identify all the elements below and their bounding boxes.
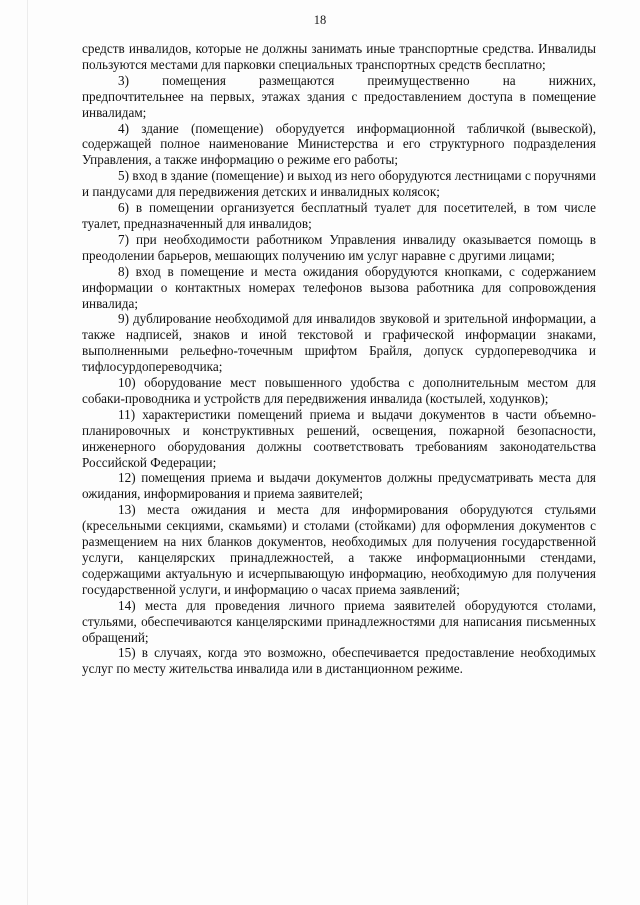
document-body xyxy=(82,41,596,677)
paragraph-item-13: 13) места ожидания и места для информирования оборудуются стульями (кресельными секциями, скамьями) и столами (стойками) для оформления документов с размещением на них бланков документов, необходимых для получения государственной услуги, канцелярских принадлежностей, а также информационными стендами, содержащими актуальную и исчерпывающую информацию, необходимую для получения государственной услуги, и информацию о часах приема заявлений; xyxy=(82,502,596,597)
paragraph-item-8: 8) вход в помещение и места ожидания оборудуются кнопками, с содержанием информации о контактных номерах телефонов вызова работника для сопровождения инвалида; xyxy=(82,263,596,311)
paragraph-item-9: 9) дублирование необходимой для инвалидов звуковой и зрительной информации, а также надписей, знаков и иной текстовой и графической информации знаками, выполненными рельефно-точечным шрифтом Брайля, допуск сурдопереводчика и тифлосурдопереводчика; xyxy=(82,311,596,375)
paragraph-item-11: 11) характеристики помещений приема и выдачи документов в части объемно-планировочных и конструктивных решений, освещения, пожарной безопасности, инженерного оборудования должны соответствовать требованиям законодательства Российской Федерации; xyxy=(82,406,596,470)
paragraph-item-10: 10) оборудование мест повышенного удобства с дополнительным местом для собаки-проводника и устройств для передвижения инвалида (костылей, ходунков); xyxy=(82,375,596,406)
paragraph-continuation: средств инвалидов, которые не должны занимать иные транспортные средства. Инвалиды пользуются местами для парковки специальных транспортных средств бесплатно; xyxy=(82,41,596,72)
page-number: 18 xyxy=(313,13,327,27)
paragraph-item-4: 4) здание (помещение) оборудуется информационной табличкой (вывеской), содержащей полное наименование Министерства и его структурного подразделения Управления, а также информацию о режиме его работы; xyxy=(82,120,596,168)
paragraph-item-3: 3) помещения размещаются преимущественно на нижних, предпочтительнее на первых, этажах здания с предоставлением доступа в помещение инвалидам; xyxy=(82,72,596,120)
paragraph-item-5: 5) вход в здание (помещение) и выход из него оборудуются лестницами с поручнями и пандусами для передвижения детских и инвалидных колясок; xyxy=(82,168,596,200)
paragraph-item-7: 7) при необходимости работником Управления инвалиду оказывается помощь в преодолении барьеров, мешающих получению им услуг наравне с другими лицами; xyxy=(82,231,596,263)
scan-edge-line xyxy=(27,0,28,905)
paragraph-item-6: 6) в помещении организуется бесплатный туалет для посетителей, в том числе туалет, предназначенный для инвалидов; xyxy=(82,200,596,231)
paragraph-item-14: 14) места для проведения личного приема заявителей оборудуются столами, стульями, обеспечиваются канцелярскими принадлежностями для написания письменных обращений; xyxy=(82,597,596,645)
paragraph-item-15: 15) в случаях, когда это возможно, обеспечивается предоставление необходимых услуг по месту жительства инвалида или в дистанционном режиме. xyxy=(82,645,596,677)
paragraph-item-12: 12) помещения приема и выдачи документов должны предусматривать места для ожидания, информирования и приема заявителей; xyxy=(82,470,596,502)
